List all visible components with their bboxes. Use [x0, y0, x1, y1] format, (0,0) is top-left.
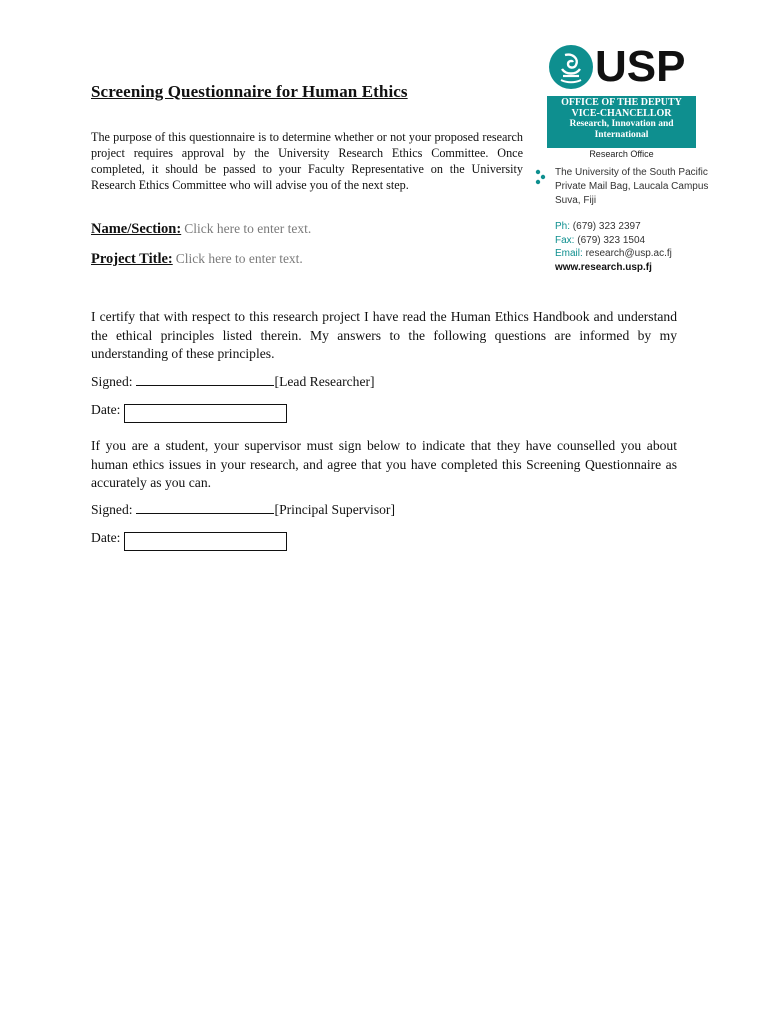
lead-researcher-date-field[interactable]: [124, 404, 287, 423]
intro-paragraph: The purpose of this questionnaire is to determine whether or not your proposed research project requires approval by the University Research Ethics Committee. Once completed, it should be passed to your Faculty Representative on the University Research Ethics Committee who will advise you of the next step.: [91, 130, 523, 192]
phone-label: Ph:: [555, 221, 571, 232]
address-line-3: Suva, Fiji: [555, 195, 597, 206]
office-line-2: VICE-CHANCELLOR: [571, 107, 672, 119]
date-label: Date:: [91, 530, 121, 545]
email-label: Email:: [555, 248, 583, 259]
lead-researcher-role: [Lead Researcher]: [274, 374, 375, 389]
address-line-2: Private Mail Bag, Laucala Campus: [555, 181, 709, 192]
project-title-field: [91, 251, 303, 268]
office-line-4: International: [594, 129, 649, 140]
fax-number: (679) 323 1504: [577, 234, 646, 246]
address-line-1: The University of the South Pacific: [555, 167, 708, 178]
lead-researcher-signature-row: [91, 373, 375, 390]
supervisor-role: [Principal Supervisor]: [274, 502, 395, 517]
fax-label: Fax:: [555, 234, 575, 246]
office-line-3: Research, Innovation and: [569, 119, 674, 129]
supervisor-date-field[interactable]: [124, 532, 287, 551]
supervisor-signature-line[interactable]: [136, 501, 274, 514]
lead-researcher-signature-line[interactable]: [136, 373, 274, 386]
usp-logo: [549, 42, 699, 97]
contact-block: [555, 220, 672, 274]
date-label: Date:: [91, 402, 121, 417]
office-banner: [547, 96, 696, 148]
research-office-label: Research Office: [589, 149, 654, 159]
phone-number: (679) 323 2397: [572, 221, 641, 232]
dots-icon: [535, 168, 547, 188]
usp-emblem-icon: [549, 45, 593, 89]
email-line: [555, 247, 672, 261]
page-title: Screening Questionnaire for Human Ethics: [91, 82, 408, 101]
project-title-label: Project Title:: [91, 251, 173, 267]
project-title-input[interactable]: Click here to enter text.: [175, 251, 303, 266]
name-section-input[interactable]: Click here to enter text.: [184, 221, 312, 236]
phone-line: [555, 220, 672, 234]
website-link[interactable]: www.research.usp.fj: [555, 261, 652, 273]
signed-label: Signed:: [91, 374, 133, 389]
usp-wordmark: USP: [595, 42, 686, 91]
address-block: [555, 166, 708, 208]
supervisor-signature-row: [91, 501, 395, 518]
email-address[interactable]: research@usp.ac.fj: [585, 248, 672, 259]
name-section-label: Name/Section:: [91, 221, 182, 237]
office-line-1: OFFICE OF THE DEPUTY: [561, 97, 682, 108]
name-section-field: [91, 221, 311, 238]
lead-researcher-date-row: [91, 402, 120, 418]
certify-paragraph: I certify that with respect to this research project I have read the Human Ethics Handbook and understand the ethical principles listed therein. My answers to the following questions are informed by my understanding of these principles.: [91, 309, 677, 361]
supervisor-date-row: [91, 530, 120, 546]
signed-label: Signed:: [91, 502, 133, 517]
student-paragraph: If you are a student, your supervisor must sign below to indicate that they have counselled you about human ethics issues in your research, and agree that you have completed this Screening Questionnaire as accurately as you can.: [91, 438, 677, 490]
fax-line: [555, 234, 672, 248]
usp-logo-block: [535, 40, 709, 278]
